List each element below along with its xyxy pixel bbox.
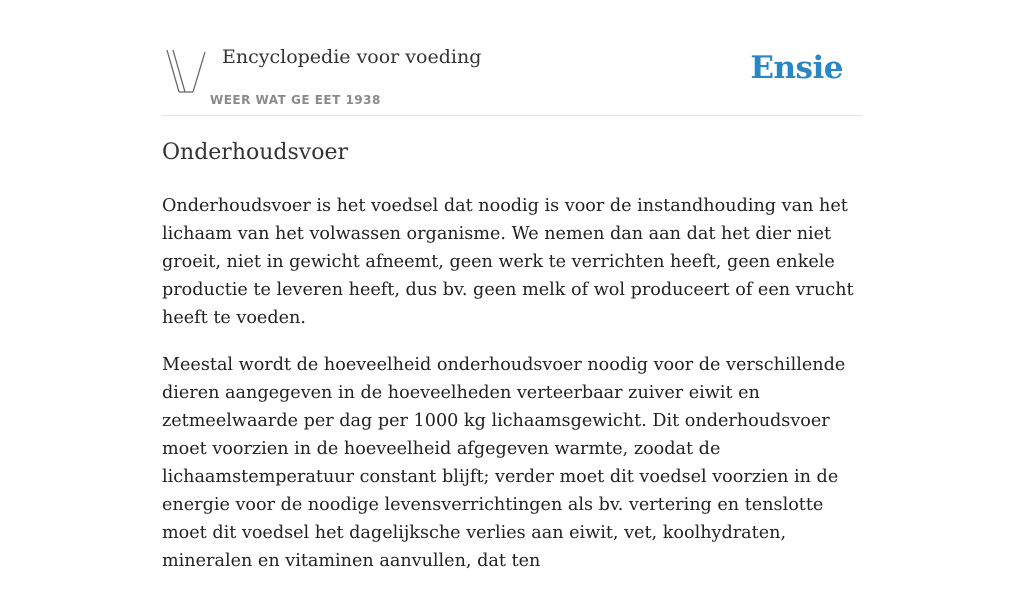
- entry-title: Onderhoudsvoer: [162, 140, 348, 165]
- entry-paragraph: Onderhoudsvoer is het voedsel dat noodig is voor de instandhouding van het lichaam van het volwassen organisme. We nemen dan aan dat het dier niet groeit, niet in gewicht afneemt, geen werk te verrichten heeft, geen enkele productie te leveren heeft, dus bv. geen melk of wol produceert of een vrucht heeft te voeden.: [162, 196, 854, 328]
- book-subtitle: WEER WAT GE EET 1938: [210, 93, 381, 107]
- entry-content: [162, 192, 864, 594]
- book-header: [162, 0, 862, 116]
- brand-logo[interactable]: Ensie: [750, 50, 843, 86]
- v-logo-icon[interactable]: [165, 48, 207, 96]
- entry-paragraph: Meestal wordt de hoeveelheid onderhoudsvoer noodig voor de verschillende dieren aangegeven in de hoeveelheden verteerbaar zuiver eiwit en zetmeelwaarde per dag per 1000 kg lichaamsgewicht. Dit onderhoudsvoer moet voorzien in de hoeveelheid afgegeven warmte, zoodat de lichaamstemperatuur constant blijft; verder moet dit voedsel voorzien in de energie voor de noodige levensverrichtingen als bv. vertering en tenslotte moet dit voedsel het dagelijksche verlies aan eiwit, vet, koolhydraten, mineralen en vitaminen aanvullen, dat ten: [162, 355, 846, 571]
- book-title[interactable]: Encyclopedie voor voeding: [222, 46, 482, 68]
- page-container: [162, 0, 862, 571]
